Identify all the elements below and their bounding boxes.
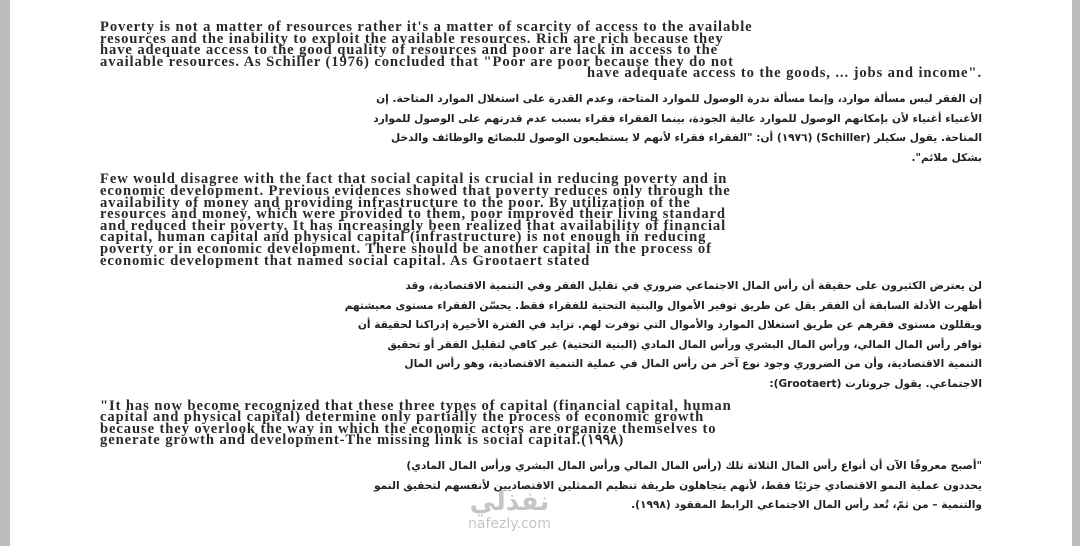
text-line: economic development. Previous evidences showed that poverty reduces only through the — [100, 182, 731, 199]
english-paragraph-2 — [100, 171, 982, 269]
text-line: capital, human capital and physical capital (infrastructure) is not enough in reducing — [100, 229, 707, 246]
watermark-logo-text: نفذلي — [469, 487, 550, 517]
english-quote-paragraph — [100, 397, 982, 449]
left-frame-edge — [0, 0, 10, 546]
text-line: have adequate access to the good quality of resources and poor are lack in access to the — [100, 42, 719, 59]
text-line: لن يعترض الكثيرون على حقيقة أن رأس المال الاجتماعي ضروري في تقليل الفقر وفي التنمية الاقتصادية، وقد — [405, 280, 982, 293]
text-line: poverty or in economic development. There should be another capital in the process of — [100, 240, 712, 257]
text-line: Poverty is not a matter of resources rather it's a matter of scarcity of access to the available — [100, 19, 753, 35]
arabic-paragraph-1 — [100, 90, 982, 168]
document-page — [100, 19, 982, 522]
text-line: resources and the inability to exploit the available resources. Rich are rich because they — [100, 30, 724, 47]
text-line: يحددون عملية النمو الاقتصادي جزئيًا فقط، لأنهم يتجاهلون طريقة تنظيم الممثلين الاقتصاديين لأنفسهم لتحقيق النمو — [373, 479, 982, 492]
text-line: "It has now become recognized that these three types of capital (financial capital, human — [100, 397, 732, 414]
text-line: توافر رأس المال المالي، ورأس المال البشري ورأس المال المادي (البنية التحتية) غير كافي لتقليل الفقر أو تحقيق — [387, 338, 982, 351]
arabic-paragraph-2 — [100, 277, 982, 395]
text-line: والتنمية – من ثمّ، تُعد رأس المال الاجتماعي الرابط المفقود (١٩٩٨). — [631, 499, 982, 512]
text-line: المتاحة. يقول سكيلر (Schiller) (١٩٧٦) أن: "الفقراء فقراء لأنهم لا يستطيعون الوصول للبضائع والوظائف والدخل — [391, 132, 982, 145]
text-line: Few would disagree with the fact that social capital is crucial in reducing poverty and in — [100, 171, 728, 188]
text-line: الأغنياء أغنياء لأن بإمكانهم الوصول للموارد عالية الجودة، بينما الفقراء فقراء بسبب عدم قدرتهم على الوصول للموارد — [373, 112, 982, 125]
right-frame-edge — [1072, 0, 1080, 546]
watermark-url: nafezly.com — [468, 516, 551, 532]
text-line: because they overlook the way in which the economic actors are organize themselves to — [100, 420, 717, 437]
text-line: have adequate access to the goods, ... jobs and income". — [587, 65, 982, 82]
text-line: أظهرت الأدلة السابقة أن الفقر يقل عن طريق توفير الأموال والبنية التحتية للفقراء فقط. يحسّن الفقراء مستوى معيشتهم — [344, 299, 982, 312]
text-line: capital and physical capital) determine only partially the process of economic growth — [100, 409, 705, 426]
text-line: بشكل ملائم". — [911, 151, 982, 164]
watermark — [468, 488, 551, 532]
text-line: and reduced their poverty. It has increasingly been realized that availability of financial — [100, 217, 727, 234]
text-line: generate growth and development-The missing link is social capital.(١٩٩٨) — [100, 432, 625, 449]
text-line: إن الفقر ليس مسألة موارد، وإنما مسألة ندرة الوصول للموارد المتاحة، وعدم القدرة على استغلال الموارد المتاحة. إن — [376, 92, 982, 105]
text-line: resources and money, which were provided to them, poor improved their living standard — [100, 206, 726, 223]
english-paragraph-1 — [100, 19, 982, 82]
text-line: availability of money and providing infrastructure to the poor. By utilization of the — [100, 194, 691, 211]
text-line: ويقللون مستوى فقرهم عن طريق استغلال الموارد والأموال التي توفرت لهم. تزايد في الفترة الأخيرة إدراكنا لحقيقة أن — [357, 319, 982, 332]
text-line: economic development that named social capital. As Grootaert stated — [100, 252, 591, 269]
text-line: available resources. As Schiller (1976) concluded that "Poor are poor because they do not — [100, 53, 734, 70]
text-line: "أصبح معروفًا الآن أن أنواع رأس المال الثلاثة تلك (رأس المال المالي ورأس المال البشري ورأس المال المادي) — [406, 460, 982, 473]
text-line: الاجتماعي. يقول جروتارت (Grootaert): — [769, 378, 982, 391]
text-line: التنمية الاقتصادية، وأن من الضروري وجود نوع آخر من رأس المال في عملية التنمية الاقتصادية، وهو رأس المال — [404, 358, 982, 371]
